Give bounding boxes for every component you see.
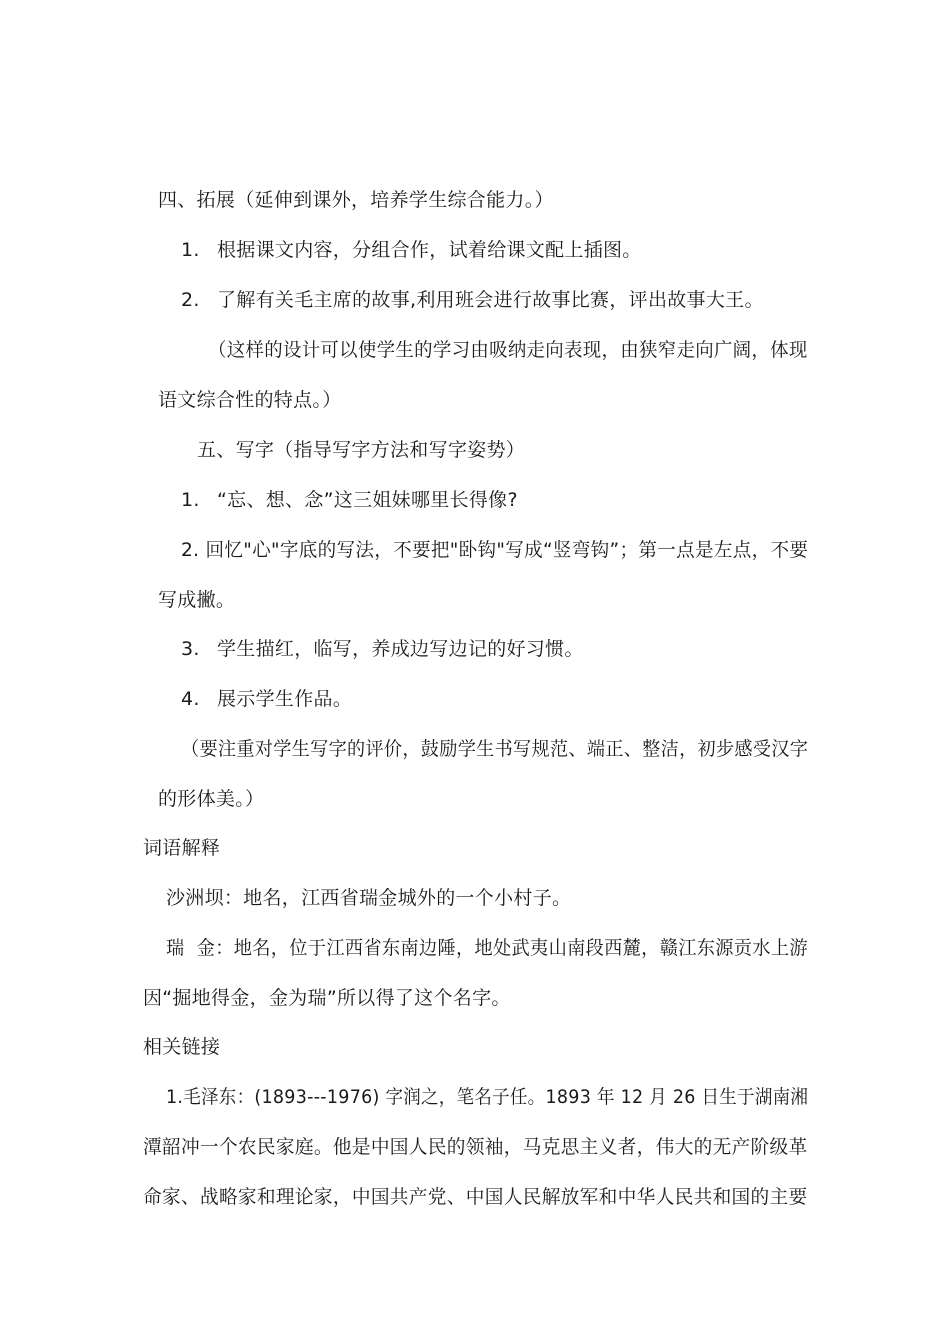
item-number: 3.: [181, 638, 200, 660]
item-text: 根据课文内容，分组合作，试着给课文配上插图。: [217, 239, 642, 261]
vocabulary-entry-2-line-2: 因“掘地得金，金为瑞”所以得了这个名字。: [143, 987, 511, 1009]
writing-note-line-2: 的形体美。）: [158, 788, 265, 810]
item-text: 学生描红，临写，养成边写边记的好习惯。: [217, 638, 584, 660]
vocabulary-heading: 词语解释: [143, 837, 221, 859]
extension-heading: 四、拓展（延伸到课外，培养学生综合能力。）: [158, 189, 554, 211]
links-paragraph-line-3: 命家、战略家和理论家，中国共产党、中国人民解放军和中华人民共和国的主要: [143, 1186, 808, 1208]
extension-item-2: [181, 288, 764, 312]
item-number: 1.: [181, 239, 200, 261]
item-number: 1.: [181, 489, 200, 511]
writing-note-line-1: （要注重对学生写字的评价，鼓励学生书写规范、端正、整洁，初步感受汉字: [181, 738, 809, 760]
extension-note-line-2: 语文综合性的特点。）: [158, 389, 342, 411]
extension-note-line-1: （这样的设计可以使学生的学习由吸纳走向表现，由狭窄走向广阔，体现: [208, 339, 808, 361]
item-text: 展示学生作品。: [217, 688, 353, 710]
links-paragraph-line-1: 1.毛泽东：(1893---1976) 字润之，笔名子任。1893 年 12 月 26 日生于湖南湘: [166, 1086, 809, 1108]
writing-item-2-line-1: 2. 回忆"心"字底的写法，不要把"卧钩"写成“竖弯钩”；第一点是左点，不要: [181, 539, 809, 561]
item-number: 2.: [181, 289, 200, 311]
links-paragraph-line-2: 潭韶冲一个农民家庭。他是中国人民的领袖，马克思主义者，伟大的无产阶级革: [143, 1136, 808, 1158]
item-text: “忘、想、念”这三姐妹哪里长得像?: [217, 489, 518, 511]
writing-item-3: [181, 637, 584, 661]
extension-item-1: [181, 238, 642, 262]
item-number: 4.: [181, 688, 200, 710]
writing-item-1: [181, 488, 518, 512]
writing-item-2-line-2: 写成撇。: [158, 589, 236, 611]
writing-heading: 五、写字（指导写字方法和写字姿势）: [197, 439, 526, 461]
writing-item-4: [181, 687, 352, 711]
vocabulary-entry-1: 沙洲坝：地名，江西省瑞金城外的一个小村子。: [166, 887, 572, 909]
vocabulary-entry-2-line-1: 瑞 金：地名，位于江西省东南边陲，地处武夷山南段西麓，赣江东源贡水上游: [166, 937, 808, 959]
links-heading: 相关链接: [143, 1036, 221, 1058]
item-text: 了解有关毛主席的故事,利用班会进行故事比赛，评出故事大王。: [217, 289, 764, 311]
